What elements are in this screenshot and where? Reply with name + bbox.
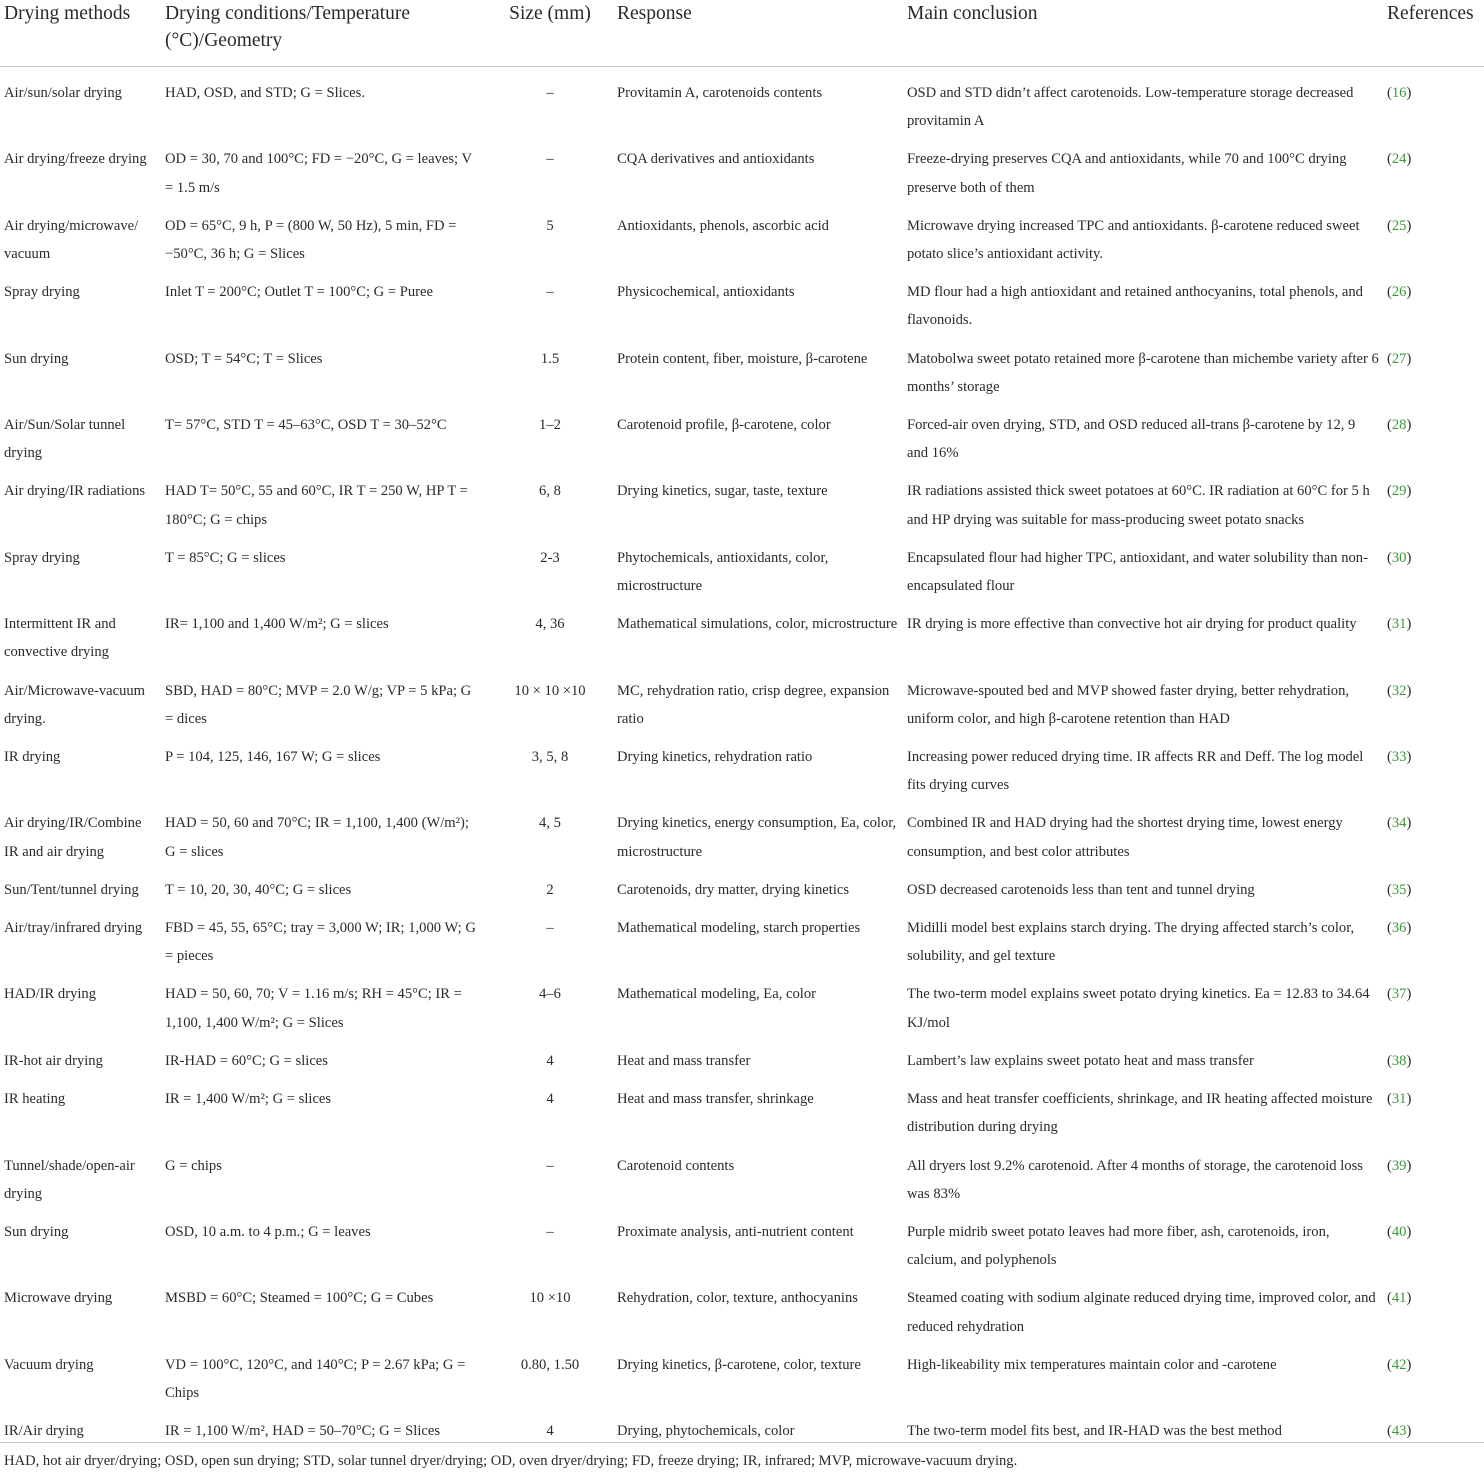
cell-method: Air drying/microwave/ vacuum xyxy=(4,217,139,263)
header-method: Drying methods xyxy=(0,0,161,67)
cell-conditions: T = 85°C; G = slices xyxy=(165,549,286,566)
cell-method: Air/tray/infrared drying xyxy=(4,920,143,937)
cell-conditions: SBD, HAD = 80°C; MVP = 2.0 W/g; VP = 5 kPa; G = dices xyxy=(165,682,472,727)
cell-size: 3, 5, 8 xyxy=(531,749,569,766)
header-conclusion: Main conclusion xyxy=(903,0,1383,67)
cell-size: 1–2 xyxy=(539,417,561,434)
table-row xyxy=(0,467,1484,533)
table-row xyxy=(0,268,1484,334)
cell-reference[interactable]: (33) xyxy=(1387,749,1412,766)
cell-response: CQA derivatives and antioxidants xyxy=(617,151,815,168)
cell-size: 2-3 xyxy=(540,549,560,566)
cell-size: 10 ×10 xyxy=(529,1290,571,1307)
cell-response: Rehydration, color, texture, anthocyanins xyxy=(617,1290,858,1307)
cell-method: Tunnel/shade/open-air drying xyxy=(4,1157,135,1202)
cell-method: IR heating xyxy=(4,1091,66,1108)
cell-method: HAD/IR drying xyxy=(4,986,97,1003)
table-row xyxy=(0,1075,1484,1141)
cell-conclusion: Midilli model best explains starch drying. The drying affected starch’s color, solubility, and gel texture xyxy=(907,920,1355,965)
cell-response: MC, rehydration ratio, crisp degree, expansion ratio xyxy=(617,682,890,727)
cell-conclusion: MD flour had a high antioxidant and retained anthocyanins, total phenols, and flavonoids. xyxy=(907,284,1363,329)
cell-reference[interactable]: (31) xyxy=(1387,616,1412,633)
cell-method: Microwave drying xyxy=(4,1290,113,1307)
cell-conclusion: All dryers lost 9.2% carotenoid. After 4 months of storage, the carotenoid loss was 83% xyxy=(907,1157,1363,1202)
table-row xyxy=(0,799,1484,865)
cell-conclusion: Microwave-spouted bed and MVP showed faster drying, better rehydration, uniform color, and high β-carotene retention than HAD xyxy=(907,682,1350,727)
cell-size: 10 × 10 ×10 xyxy=(514,682,586,699)
cell-conclusion: Forced-air oven drying, STD, and OSD reduced all-trans β-carotene by 12, 9 and 16% xyxy=(907,417,1356,462)
cell-conclusion: Microwave drying increased TPC and antioxidants. β-carotene reduced sweet potato slice’s antioxidant activity. xyxy=(907,217,1360,263)
cell-reference[interactable]: (31) xyxy=(1387,1091,1412,1108)
cell-conditions: T = 10, 20, 30, 40°C; G = slices xyxy=(165,881,352,898)
cell-reference[interactable]: (24) xyxy=(1387,151,1412,168)
cell-reference[interactable]: (40) xyxy=(1387,1223,1412,1240)
cell-method: Air/Microwave-vacuum drying. xyxy=(4,682,146,727)
cell-conditions: OSD; T = 54°C; T = Slices xyxy=(165,350,323,367)
cell-response: Drying kinetics, sugar, taste, texture xyxy=(617,483,828,500)
cell-size: – xyxy=(546,151,554,168)
cell-conditions: MSBD = 60°C; Steamed = 100°C; G = Cubes xyxy=(165,1290,434,1307)
cell-response: Mathematical modeling, starch properties xyxy=(617,920,861,937)
cell-response: Mathematical simulations, color, microstructure xyxy=(617,616,898,633)
cell-size: 4 xyxy=(546,1052,554,1069)
cell-size: – xyxy=(546,284,554,301)
cell-size: – xyxy=(546,1223,554,1240)
cell-reference[interactable]: (41) xyxy=(1387,1290,1412,1307)
table-row xyxy=(0,1341,1484,1407)
cell-conditions: HAD = 50, 60, 70; V = 1.16 m/s; RH = 45°C; IR = 1,100, 1,400 W/m²; G = Slices xyxy=(165,986,462,1031)
cell-response: Provitamin A, carotenoids contents xyxy=(617,85,823,101)
cell-size: 4, 36 xyxy=(535,616,565,633)
cell-conclusion: OSD decreased carotenoids less than tent and tunnel drying xyxy=(907,881,1255,898)
cell-conditions: HAD = 50, 60 and 70°C; IR = 1,100, 1,400 (W/m²); G = slices xyxy=(165,815,469,860)
cell-method: Air drying/IR/Combine IR and air drying xyxy=(4,815,142,860)
cell-response: Phytochemicals, antioxidants, color, microstructure xyxy=(617,549,829,595)
cell-method: IR drying xyxy=(4,749,61,766)
cell-method: IR-hot air drying xyxy=(4,1052,103,1069)
table-row xyxy=(0,1142,1484,1208)
cell-conditions: VD = 100°C, 120°C, and 140°C; P = 2.67 kPa; G = Chips xyxy=(165,1356,466,1401)
table-row xyxy=(0,667,1484,733)
cell-conclusion: Mass and heat transfer coefficients, shrinkage, and IR heating affected moisture distribution during drying xyxy=(907,1091,1373,1136)
cell-conclusion: The two-term model explains sweet potato drying kinetics. Ea = 12.83 to 34.64 KJ/mol xyxy=(907,986,1370,1031)
header-size: Size (mm) xyxy=(487,0,613,67)
cell-response: Antioxidants, phenols, ascorbic acid xyxy=(617,217,829,234)
cell-conditions: IR= 1,100 and 1,400 W/m²; G = slices xyxy=(165,616,389,633)
cell-size: 6, 8 xyxy=(539,483,561,500)
cell-conditions: HAD, OSD, and STD; G = Slices. xyxy=(165,85,365,101)
cell-response: Proximate analysis, anti-nutrient content xyxy=(617,1223,854,1240)
cell-response: Heat and mass transfer xyxy=(617,1052,751,1069)
table-row xyxy=(0,1208,1484,1274)
table-header xyxy=(0,0,1484,67)
cell-method: Spray drying xyxy=(4,549,80,566)
cell-conditions: FBD = 45, 55, 65°C; tray = 3,000 W; IR; 1,000 W; G = pieces xyxy=(165,920,476,965)
cell-conditions: IR = 1,400 W/m²; G = slices xyxy=(165,1091,332,1108)
cell-reference[interactable]: (26) xyxy=(1387,284,1412,301)
cell-method: Intermittent IR and convective drying xyxy=(4,616,116,661)
cell-conclusion: Steamed coating with sodium alginate reduced drying time, improved color, and reduced rehydration xyxy=(907,1290,1376,1335)
cell-conditions: G = chips xyxy=(165,1157,222,1174)
cell-conditions: IR = 1,100 W/m², HAD = 50–70°C; G = Slices xyxy=(165,1423,441,1440)
cell-method: Sun/Tent/tunnel drying xyxy=(4,881,139,898)
cell-method: Air drying/freeze drying xyxy=(4,151,147,168)
table-row xyxy=(0,135,1484,201)
header-references: References xyxy=(1383,0,1484,67)
cell-reference[interactable]: (34) xyxy=(1387,815,1412,832)
cell-size: 2 xyxy=(546,881,554,898)
cell-method: Air/Sun/Solar tunnel drying xyxy=(4,417,126,462)
table-row xyxy=(0,866,1484,904)
header-conditions: Drying conditions/Temperature (°C)/Geometry xyxy=(161,0,487,67)
cell-conditions: T= 57°C, STD T = 45–63°C, OSD T = 30–52°C xyxy=(165,417,447,434)
cell-reference[interactable]: (16) xyxy=(1387,85,1412,101)
cell-reference[interactable]: (28) xyxy=(1387,417,1412,434)
cell-response: Carotenoid profile, β-carotene, color xyxy=(617,417,831,434)
cell-conditions: OD = 30, 70 and 100°C; FD = −20°C, G = leaves; V = 1.5 m/s xyxy=(165,151,472,196)
table-row xyxy=(0,1274,1484,1340)
cell-size: 1.5 xyxy=(540,350,560,367)
cell-conclusion: OSD and STD didn’t affect carotenoids. Low-temperature storage decreased provitamin A xyxy=(907,85,1354,130)
cell-conclusion: IR drying is more effective than convective hot air drying for product quality xyxy=(907,616,1357,633)
cell-method: Air/sun/solar drying xyxy=(4,85,122,101)
cell-reference[interactable]: (43) xyxy=(1387,1423,1412,1440)
cell-response: Drying kinetics, β-carotene, color, texture xyxy=(617,1356,861,1373)
cell-conclusion: High-likeability mix temperatures maintain color and -carotene xyxy=(907,1356,1277,1373)
cell-response: Drying, phytochemicals, color xyxy=(617,1423,795,1440)
cell-response: Mathematical modeling, Ea, color xyxy=(617,986,816,1003)
cell-conditions: HAD T= 50°C, 55 and 60°C, IR T = 250 W, HP T = 180°C; G = chips xyxy=(165,483,468,528)
cell-size: 4–6 xyxy=(539,986,561,1003)
cell-size: 0.80, 1.50 xyxy=(520,1356,580,1373)
cell-conclusion: IR radiations assisted thick sweet potatoes at 60°C. IR radiation at 60°C for 5 h and HP drying was suitable for mass-producing sweet potato snacks xyxy=(907,483,1370,528)
cell-conditions: P = 104, 125, 146, 167 W; G = slices xyxy=(165,749,381,766)
table-row xyxy=(0,733,1484,799)
cell-reference[interactable]: (37) xyxy=(1387,986,1412,1003)
cell-conclusion: The two-term model fits best, and IR-HAD was the best method xyxy=(907,1423,1282,1440)
cell-conclusion: Matobolwa sweet potato retained more β-carotene than michembe variety after 6 months’ storage xyxy=(907,350,1379,395)
table-row xyxy=(0,1407,1484,1445)
cell-conditions: IR-HAD = 60°C; G = slices xyxy=(165,1052,328,1069)
cell-conclusion: Purple midrib sweet potato leaves had more fiber, ash, carotenoids, iron, calcium, and polyphenols xyxy=(907,1223,1330,1269)
table-row xyxy=(0,335,1484,401)
cell-size: – xyxy=(546,920,554,937)
cell-response: Physicochemical, antioxidants xyxy=(617,284,795,301)
cell-method: IR/Air drying xyxy=(4,1423,84,1440)
cell-reference[interactable]: (25) xyxy=(1387,217,1412,234)
cell-reference[interactable]: (35) xyxy=(1387,881,1412,898)
cell-size: 4 xyxy=(546,1091,554,1108)
cell-reference[interactable]: (38) xyxy=(1387,1052,1412,1069)
cell-conclusion: Encapsulated flour had higher TPC, antioxidant, and water solubility than non-encapsulated flour xyxy=(907,549,1368,595)
cell-size: 5 xyxy=(546,217,554,234)
cell-response: Carotenoids, dry matter, drying kinetics xyxy=(617,881,850,898)
cell-response: Protein content, fiber, moisture, β-carotene xyxy=(617,350,868,367)
cell-reference[interactable]: (29) xyxy=(1387,483,1412,500)
cell-conditions: OSD, 10 a.m. to 4 p.m.; G = leaves xyxy=(165,1223,371,1240)
table-body xyxy=(0,67,1484,1446)
cell-method: Vacuum drying xyxy=(4,1356,94,1373)
cell-response: Drying kinetics, energy consumption, Ea, color, microstructure xyxy=(617,815,897,860)
cell-size: 4 xyxy=(546,1423,554,1440)
cell-conditions: OD = 65°C, 9 h, P = (800 W, 50 Hz), 5 min, FD = −50°C, 36 h; G = Slices xyxy=(165,217,457,263)
table-row xyxy=(0,1037,1484,1075)
cell-size: – xyxy=(546,1157,554,1174)
cell-reference[interactable]: (36) xyxy=(1387,920,1412,937)
cell-response: Heat and mass transfer, shrinkage xyxy=(617,1091,814,1108)
table-row xyxy=(0,600,1484,666)
cell-conclusion: Increasing power reduced drying time. IR affects RR and Deff. The log model fits drying curves xyxy=(907,749,1364,794)
cell-size: – xyxy=(546,85,554,101)
cell-method: Sun drying xyxy=(4,350,69,367)
cell-conclusion: Freeze-drying preserves CQA and antioxidants, while 70 and 100°C drying preserve both of them xyxy=(907,151,1347,196)
cell-response: Drying kinetics, rehydration ratio xyxy=(617,749,813,766)
cell-size: 4, 5 xyxy=(539,815,561,832)
cell-conditions: Inlet T = 200°C; Outlet T = 100°C; G = Puree xyxy=(165,284,433,301)
cell-method: Spray drying xyxy=(4,284,80,301)
table-footnote: HAD, hot air dryer/drying; OSD, open sun drying; STD, solar tunnel dryer/drying; OD, oven dryer/drying; FD, freeze drying; IR, infrared; MVP, microwave-vacuum drying. xyxy=(0,1442,1484,1475)
cell-conclusion: Combined IR and HAD drying had the shortest drying time, lowest energy consumption, and best color attributes xyxy=(907,815,1343,860)
table-row xyxy=(0,202,1484,268)
table-row xyxy=(0,67,1484,136)
header-response: Response xyxy=(613,0,903,67)
table-row xyxy=(0,401,1484,467)
cell-method: Air drying/IR radiations xyxy=(4,483,146,500)
cell-response: Carotenoid contents xyxy=(617,1157,735,1174)
cell-reference[interactable]: (42) xyxy=(1387,1356,1412,1373)
cell-reference[interactable]: (27) xyxy=(1387,350,1412,367)
table-row xyxy=(0,904,1484,970)
cell-method: Sun drying xyxy=(4,1223,69,1240)
cell-conclusion: Lambert’s law explains sweet potato heat and mass transfer xyxy=(907,1052,1254,1069)
cell-reference[interactable]: (30) xyxy=(1387,549,1412,566)
table-row xyxy=(0,534,1484,600)
cell-reference[interactable]: (32) xyxy=(1387,682,1412,699)
cell-reference[interactable]: (39) xyxy=(1387,1157,1412,1174)
table-row xyxy=(0,970,1484,1036)
